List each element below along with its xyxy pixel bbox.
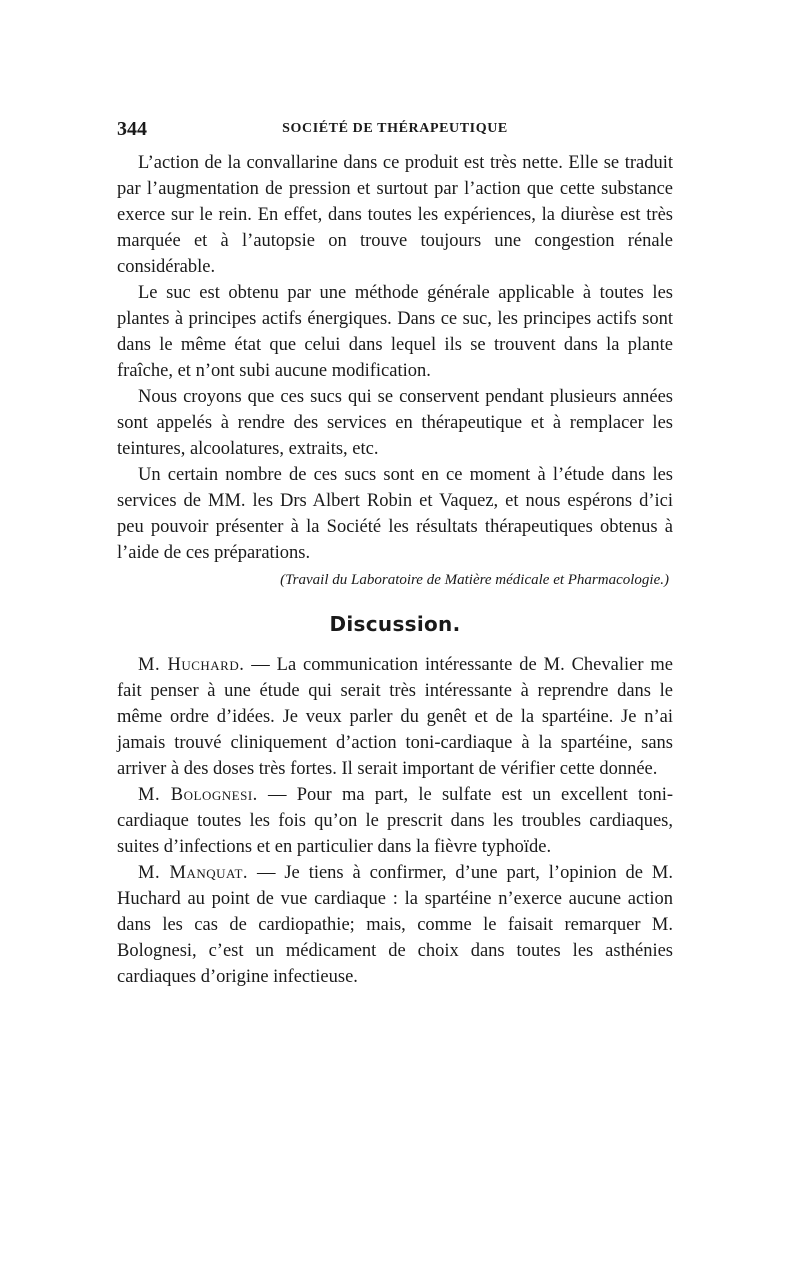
discussion-text: — Je tiens à confirmer, d’une part, l’opinion de M. Huchard au point de vue cardiaque : la spartéine n’exerce aucune action dans les cas de cardiopathie; mais, comme le faisait remarquer M. Bolognesi, c’est un médicament de choix dans toutes les asthénies cardiaques d’origine infectieuse. xyxy=(117,863,673,987)
text-body xyxy=(117,150,673,990)
laboratory-credit: (Travail du Laboratoire de Matière médicale et Pharmacologie.) xyxy=(280,572,669,588)
discussion-text: — La communication intéressante de M. Chevalier me fait penser à une étude qui serait très intéressante à reprendre dans le même ordre d’idées. Je veux parler du genêt et de la spartéine. Je n’ai jamais trouvé cliniquement d’action toni-cardiaque à la spartéine, sans arriver à des doses très fortes. Il serait important de vérifier cette donnée. xyxy=(117,655,673,779)
paragraph: Nous croyons que ces sucs qui se conservent pendant plusieurs années sont appelés à rendre des services en thérapeutique et à remplacer les teintures, alcoolatures, extraits, etc. xyxy=(117,387,673,459)
discussion-paragraph xyxy=(117,782,673,860)
running-title: SOCIÉTÉ DE THÉRAPEUTIQUE xyxy=(282,121,508,136)
discussion-paragraph xyxy=(117,860,673,990)
speaker-name: M. Bolognesi. xyxy=(138,785,258,805)
paragraph: Le suc est obtenu par une méthode générale applicable à toutes les plantes à principes actifs énergiques. Dans ce suc, les principes actifs sont dans le même état que celui dans lequel ils se trouvent dans la plante fraîche, et n’ont subi aucune modification. xyxy=(117,283,673,381)
discussion-text: — Pour ma part, le sulfate est un excellent toni-cardiaque toutes les fois qu’on le prescrit dans les troubles cardiaques, suites d’infections et en particulier dans la fièvre typhoïde. xyxy=(117,785,673,857)
section-title: Discussion. xyxy=(329,612,461,636)
discussion-paragraph xyxy=(117,652,673,782)
paragraph: L’action de la convallarine dans ce produit est très nette. Elle se traduit par l’augmentation de pression et surtout par l’action que cette substance exerce sur le rein. En effet, dans toutes les expériences, la diurèse est très marquée et à l’autopsie on trouve toujours une congestion rénale considérable. xyxy=(117,153,673,277)
page-number: 344 xyxy=(117,118,147,140)
speaker-name: M. Manquat. xyxy=(138,863,249,883)
running-header xyxy=(117,118,673,140)
speaker-name: M. Huchard. xyxy=(138,655,245,675)
paragraph: Un certain nombre de ces sucs sont en ce moment à l’étude dans les services de MM. les Drs Albert Robin et Vaquez, et nous espérons d’ici peu pouvoir présenter à la Société les résultats thérapeutiques obtenus à l’aide de ces préparations. xyxy=(117,465,673,563)
